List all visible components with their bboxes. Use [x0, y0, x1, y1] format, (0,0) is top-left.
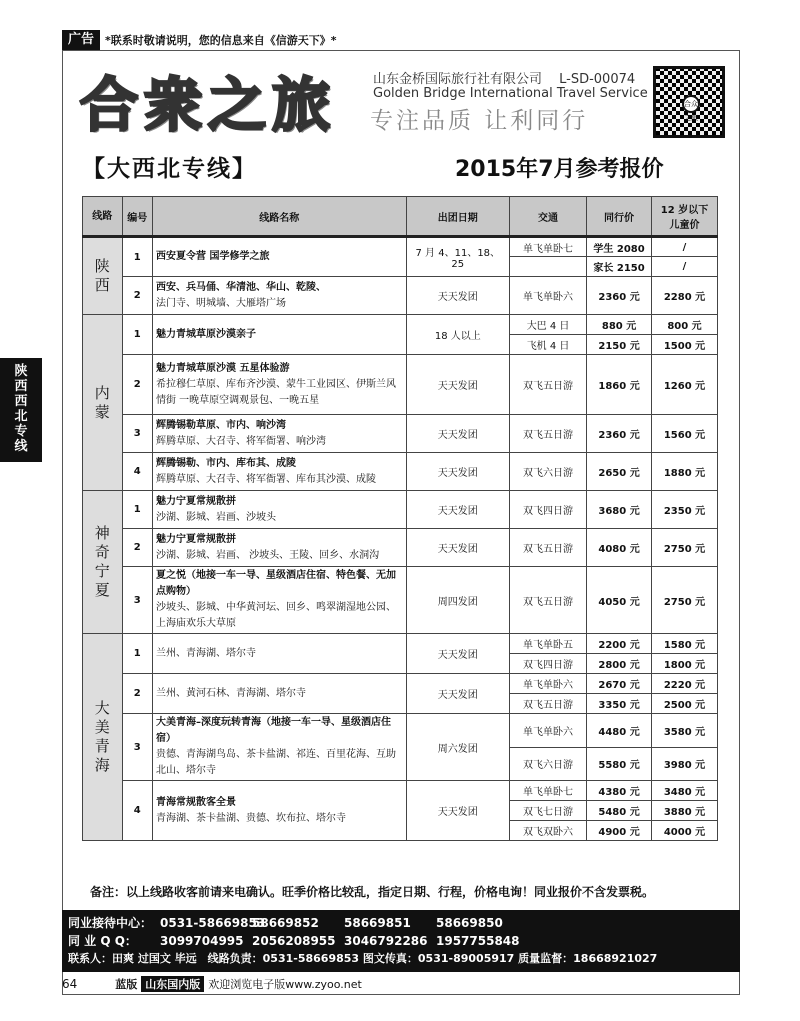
qq-value: 2056208955 [252, 934, 336, 948]
header-no: 编号 [122, 197, 152, 237]
phone-value: 58669850 [436, 916, 503, 930]
child-price: 1260 元 [652, 355, 718, 415]
table-row [83, 315, 718, 335]
route-depart-date: 天天发团 [406, 355, 509, 415]
region-char: 大 [94, 699, 110, 717]
route-number: 1 [122, 634, 152, 674]
route-depart-date: 周六发团 [406, 714, 509, 781]
route-title: 大美青海–深度玩转青海（地接一车一导、星级酒店住宿） [155, 717, 391, 744]
region-char: 内 [94, 383, 110, 402]
route-title: 青海常规散客全景 [155, 796, 236, 808]
peer-price: 4380 元 [587, 781, 652, 801]
table-row [83, 277, 718, 315]
region-char: 陕 [94, 257, 110, 275]
route-name [152, 453, 406, 491]
route-desc: 辉腾草原、大召寺、将军衙署、库布其沙漠、成陵 [155, 473, 376, 485]
peer-price: 2150 元 [587, 335, 652, 355]
route-transport: 单飞单卧五 [510, 634, 587, 654]
route-transport: 双飞六日游 [510, 747, 587, 781]
brand-logo: 合衆之旅 [80, 71, 337, 139]
region-char: 宁 [94, 562, 110, 580]
company-name-en: Golden Bridge International Travel Service [373, 86, 648, 101]
route-transport: 飞机 4 日 [510, 335, 587, 355]
route-transport: 单飞单卧六 [510, 277, 587, 315]
route-transport: 双飞四日游 [510, 654, 587, 674]
peer-price: 2360 元 [587, 277, 652, 315]
route-transport: 双飞七日游 [510, 801, 587, 821]
route-number: 4 [122, 453, 152, 491]
route-desc: 辉腾草原、大召寺、将军衙署、响沙湾 [155, 435, 326, 447]
route-desc: 贵德、青海湖鸟岛、茶卡盐湖、祁连、百里花海、互助北山、塔尔寺 [155, 749, 396, 776]
route-name [152, 355, 406, 415]
child-price: 1880 元 [652, 453, 718, 491]
route-number: 2 [122, 674, 152, 714]
table-row [83, 237, 718, 257]
header-transport: 交通 [510, 197, 587, 237]
peer-price: 家长 2150 [587, 257, 652, 277]
route-name [152, 781, 406, 841]
qr-code-icon[interactable] [653, 66, 725, 138]
price-table-body [83, 237, 718, 841]
peer-price: 4080 元 [587, 529, 652, 567]
region-name [83, 491, 123, 634]
footnote: 备注：以上线路收客前请来电确认。旺季价格比较乱，指定日期、行程，价格电询！同业报价不含发票税。 [90, 885, 655, 899]
route-name [152, 315, 406, 355]
route-title: 魅力青城草原沙漠 五星体验游 [155, 362, 290, 374]
route-number: 2 [122, 355, 152, 415]
route-name [152, 529, 406, 567]
route-number: 3 [122, 714, 152, 781]
child-price: 1800 元 [652, 654, 718, 674]
phone-value: 58669852 [252, 916, 319, 930]
route-number: 3 [122, 567, 152, 634]
route-desc: 青海湖、茶卡盐湖、贵德、坎布拉、塔尔寺 [155, 812, 346, 824]
route-title: 魅力宁夏常规散拼 [155, 495, 236, 507]
peer-price: 2800 元 [587, 654, 652, 674]
child-price: 2750 元 [652, 529, 718, 567]
child-price: 4000 元 [652, 821, 718, 841]
child-price: 2750 元 [652, 567, 718, 634]
route-transport: 单飞单卧七 [510, 781, 587, 801]
route-transport: 双飞五日游 [510, 355, 587, 415]
child-price: 2350 元 [652, 491, 718, 529]
table-row [83, 714, 718, 748]
route-transport: 双飞五日游 [510, 694, 587, 714]
route-transport: 大巴 4 日 [510, 315, 587, 335]
route-title: 夏之悦（地接一车一导、星级酒店住宿、特色餐、无加点购物） [155, 570, 396, 597]
header-child-price [652, 197, 718, 237]
header-peer-price: 同行价 [587, 197, 652, 237]
edition-label: 蓝版 [115, 978, 138, 991]
peer-price: 4900 元 [587, 821, 652, 841]
header-child-line2: 儿童价 [669, 220, 700, 231]
child-price: 3880 元 [652, 801, 718, 821]
side-char: 陕 [14, 364, 28, 379]
peer-price: 4050 元 [587, 567, 652, 634]
route-transport [510, 257, 587, 277]
route-depart-date: 天天发团 [406, 415, 509, 453]
region-char: 神 [94, 524, 110, 542]
route-title: 魅力宁夏常规散拼 [155, 533, 236, 545]
peer-price: 2650 元 [587, 453, 652, 491]
route-depart-date: 周四发团 [406, 567, 509, 634]
contact-phone-row [68, 914, 734, 932]
table-row [83, 491, 718, 529]
route-title: 西安、兵马俑、华清池、华山、乾陵、 [155, 281, 326, 293]
region-char: 美 [94, 718, 110, 736]
child-price: 3480 元 [652, 781, 718, 801]
route-number: 2 [122, 529, 152, 567]
side-char: 西 [14, 394, 28, 409]
region-char: 海 [94, 756, 110, 774]
route-name [152, 237, 406, 277]
table-row [83, 674, 718, 694]
website-link[interactable]: 欢迎浏览电子版www.zyoo.net [208, 978, 362, 991]
side-tab [0, 358, 42, 462]
route-transport: 双飞五日游 [510, 529, 587, 567]
route-transport: 双飞四日游 [510, 491, 587, 529]
child-price: 1580 元 [652, 634, 718, 654]
route-number: 3 [122, 415, 152, 453]
route-depart-date: 天天发团 [406, 529, 509, 567]
ad-text: *联系时敬请说明，您的信息来自《信游天下》* [105, 34, 337, 47]
region-char: 蒙 [94, 402, 110, 421]
child-price: / [652, 237, 718, 257]
region-char: 西 [94, 276, 110, 294]
table-row [83, 567, 718, 634]
side-char: 线 [14, 439, 28, 454]
child-price: 2280 元 [652, 277, 718, 315]
route-transport: 单飞单卧六 [510, 714, 587, 748]
route-transport: 单飞单卧六 [510, 674, 587, 694]
route-title: 辉腾锡勒草原、市内、响沙湾 [155, 419, 286, 431]
region-char: 奇 [94, 543, 110, 561]
route-name [152, 491, 406, 529]
page-number: 64 [62, 977, 78, 991]
route-title: 魅力青城草原沙漠亲子 [155, 328, 256, 340]
slogan: 专注品质 让利同行 [370, 108, 589, 134]
route-name [152, 277, 406, 315]
child-price: 2500 元 [652, 694, 718, 714]
route-name [152, 674, 406, 714]
peer-price: 2200 元 [587, 634, 652, 654]
child-price: 3580 元 [652, 714, 718, 748]
route-depart-date: 天天发团 [406, 674, 509, 714]
peer-price: 4480 元 [587, 714, 652, 748]
route-depart-date: 天天发团 [406, 491, 509, 529]
route-number: 1 [122, 491, 152, 529]
route-depart-date: 天天发团 [406, 277, 509, 315]
page-footer [62, 976, 362, 992]
route-depart-date: 天天发团 [406, 781, 509, 841]
route-name [152, 634, 406, 674]
child-price: 1500 元 [652, 335, 718, 355]
table-row [83, 529, 718, 567]
peer-price: 2360 元 [587, 415, 652, 453]
peer-price: 5480 元 [587, 801, 652, 821]
header-child-line1: 12 岁以下 [660, 205, 709, 216]
route-desc: 法门寺、明城墙、大雁塔广场 [155, 297, 286, 309]
route-depart-date: 7 月 4、11、18、25 [406, 237, 509, 277]
qq-value: 3099704995 [160, 934, 244, 948]
qr-caption: 合众之旅 [682, 95, 700, 113]
header-name: 线路名称 [152, 197, 406, 237]
route-name [152, 714, 406, 781]
phone-value: 0531-58669853 [160, 916, 266, 930]
qq-value: 3046792286 [344, 934, 428, 948]
peer-price: 1860 元 [587, 355, 652, 415]
price-table [82, 196, 718, 841]
route-transport: 双飞五日游 [510, 567, 587, 634]
route-number: 1 [122, 315, 152, 355]
peer-price: 3680 元 [587, 491, 652, 529]
table-row [83, 453, 718, 491]
side-char: 专 [14, 424, 28, 439]
edition-box: 山东国内版 [141, 976, 204, 992]
region-name [83, 634, 123, 841]
route-name [152, 567, 406, 634]
table-row [83, 634, 718, 654]
side-char: 西 [14, 379, 28, 394]
route-desc: 沙坡头、影城、中华黄河坛、回乡、鸣翠湖湿地公园、上海庙欢乐大草原 [155, 602, 396, 629]
route-title: 辉腾锡勒、市内、库布其、成陵 [155, 457, 296, 469]
phone-value: 58669851 [344, 916, 411, 930]
side-char: 北 [14, 409, 28, 424]
header-date: 出团日期 [406, 197, 509, 237]
table-row [83, 415, 718, 453]
region-char: 夏 [94, 581, 110, 599]
reception-label: 同业接待中心： [68, 916, 153, 930]
peer-price: 2670 元 [587, 674, 652, 694]
route-depart-date: 天天发团 [406, 634, 509, 674]
peer-price: 5580 元 [587, 747, 652, 781]
region-name [83, 315, 123, 491]
ad-tag: 广告 [62, 30, 100, 50]
child-price: 3980 元 [652, 747, 718, 781]
route-desc: 沙湖、影城、岩画、沙坡头 [155, 511, 276, 523]
contact-block [62, 910, 740, 972]
route-depart-date: 18 人以上 [406, 315, 509, 355]
route-desc: 沙湖、影城、岩画、 沙坡头、王陵、回乡、水洞沟 [155, 549, 380, 561]
route-name [152, 415, 406, 453]
route-desc: 兰州、青海湖、塔尔寺 [155, 647, 256, 659]
route-desc: 兰州、黄河石林、青海湖、塔尔寺 [155, 687, 306, 699]
route-transport: 双飞六日游 [510, 453, 587, 491]
child-price: 800 元 [652, 315, 718, 335]
header-line: 线路 [83, 197, 123, 237]
route-title: 西安夏令营 国学修学之旅 [155, 251, 270, 262]
section-title: 【大西北专线】 [82, 156, 257, 182]
peer-price: 学生 2080 [587, 237, 652, 257]
peer-price: 880 元 [587, 315, 652, 335]
table-row [83, 355, 718, 415]
qq-label: 同 业 Q Q： [68, 934, 137, 948]
contact-qq-row [68, 932, 734, 950]
region-name [83, 237, 123, 315]
child-price: 2220 元 [652, 674, 718, 694]
route-desc: 希拉穆仁草原、库布齐沙漠、蒙牛工业园区、伊斯兰风情街 一晚草原空调观景包、一晚五星 [155, 378, 396, 406]
table-row [83, 781, 718, 801]
child-price: 1560 元 [652, 415, 718, 453]
peer-price: 3350 元 [587, 694, 652, 714]
route-transport: 双飞五日游 [510, 415, 587, 453]
date-title: 2015年7月参考报价 [455, 157, 664, 182]
route-number: 2 [122, 277, 152, 315]
company-name: 山东金桥国际旅行社有限公司 L-SD-00074 [373, 72, 636, 87]
route-transport: 单飞单卧七 [510, 237, 587, 257]
route-number: 4 [122, 781, 152, 841]
route-depart-date: 天天发团 [406, 453, 509, 491]
qq-value: 1957755848 [436, 934, 520, 948]
child-price: / [652, 257, 718, 277]
ad-bar [62, 30, 337, 50]
contact-line3: 联系人：田爽 过国文 毕远 线路负责：0531-58669853 图文传真：0531-89005917 质量监督：18668921027 [68, 952, 658, 965]
route-transport: 双飞双卧六 [510, 821, 587, 841]
route-number: 1 [122, 237, 152, 277]
region-char: 青 [94, 737, 110, 755]
table-header-row [83, 197, 718, 237]
